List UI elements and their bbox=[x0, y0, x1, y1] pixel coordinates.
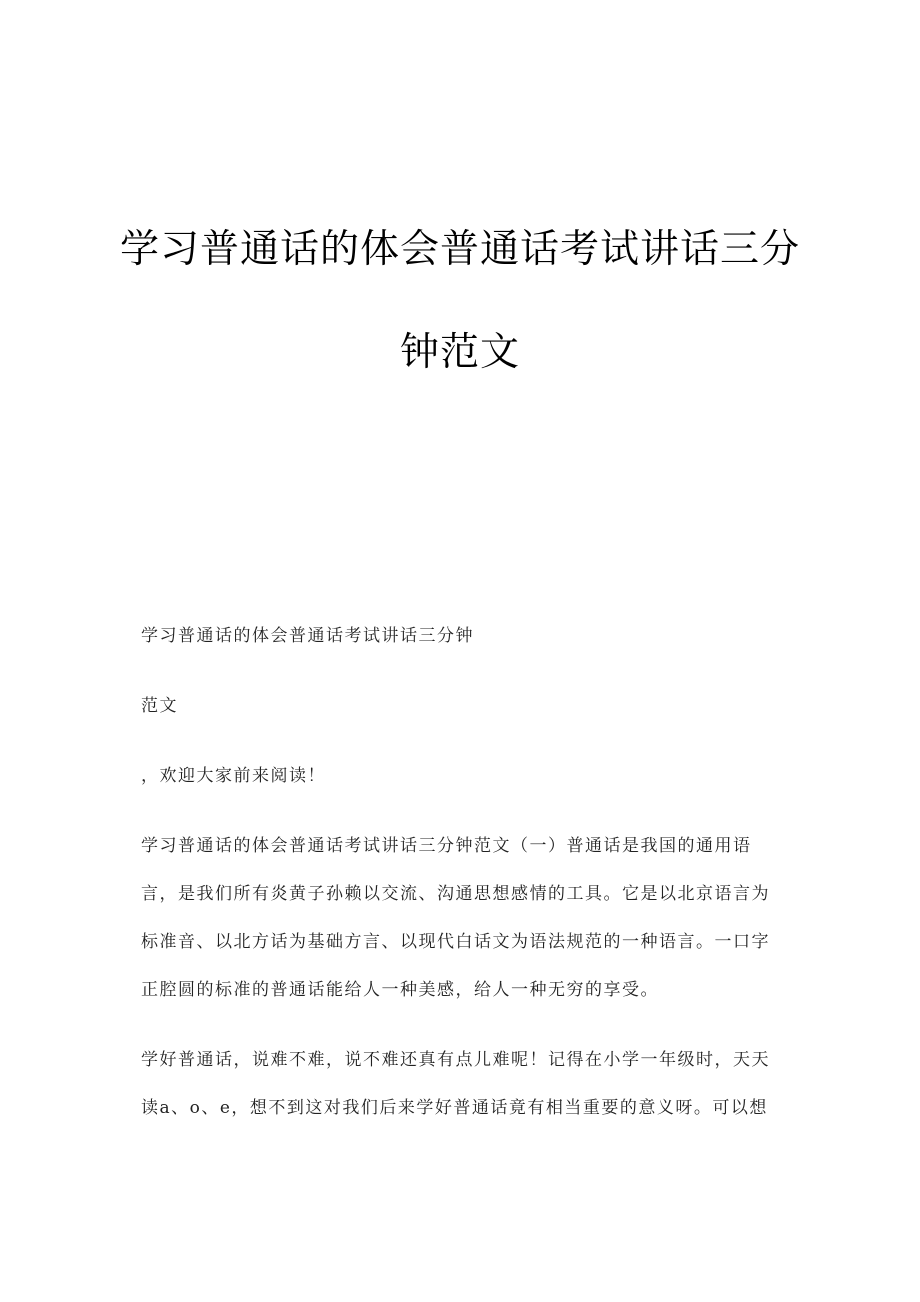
welcome-line: ，欢迎大家前来阅读！ bbox=[141, 766, 326, 786]
paragraph-2-line-1: 学好普通话，说难不难，说不难还真有点儿难呢！记得在小学一年级时，天天 bbox=[141, 1050, 770, 1070]
subtitle-line-1: 学习普通话的体会普通话考试讲话三分钟 bbox=[141, 626, 474, 646]
paragraph-1-line-2: 言，是我们所有炎黄子孙赖以交流、沟通思想感情的工具。它是以北京语言为 bbox=[141, 884, 770, 904]
paragraph-1-line-4: 正腔圆的标准的普通话能给人一种美感，给人一种无穷的享受。 bbox=[141, 980, 659, 1000]
document-title-line-1: 学习普通话的体会普通话考试讲话三分 bbox=[119, 227, 800, 272]
subtitle-line-2: 范文 bbox=[141, 696, 178, 716]
paragraph-1-line-1: 学习普通话的体会普通话考试讲话三分钟范文（一）普通话是我国的通用语 bbox=[141, 836, 752, 856]
paragraph-1-line-3: 标准音、以北方话为基础方言、以现代白话文为语法规范的一种语言。一口字 bbox=[141, 932, 770, 952]
paragraph-2-line-2: 读a、o、e，想不到这对我们后来学好普通话竟有相当重要的意义呀。可以想 bbox=[141, 1098, 768, 1118]
document-title-line-2: 钟范文 bbox=[399, 330, 520, 375]
